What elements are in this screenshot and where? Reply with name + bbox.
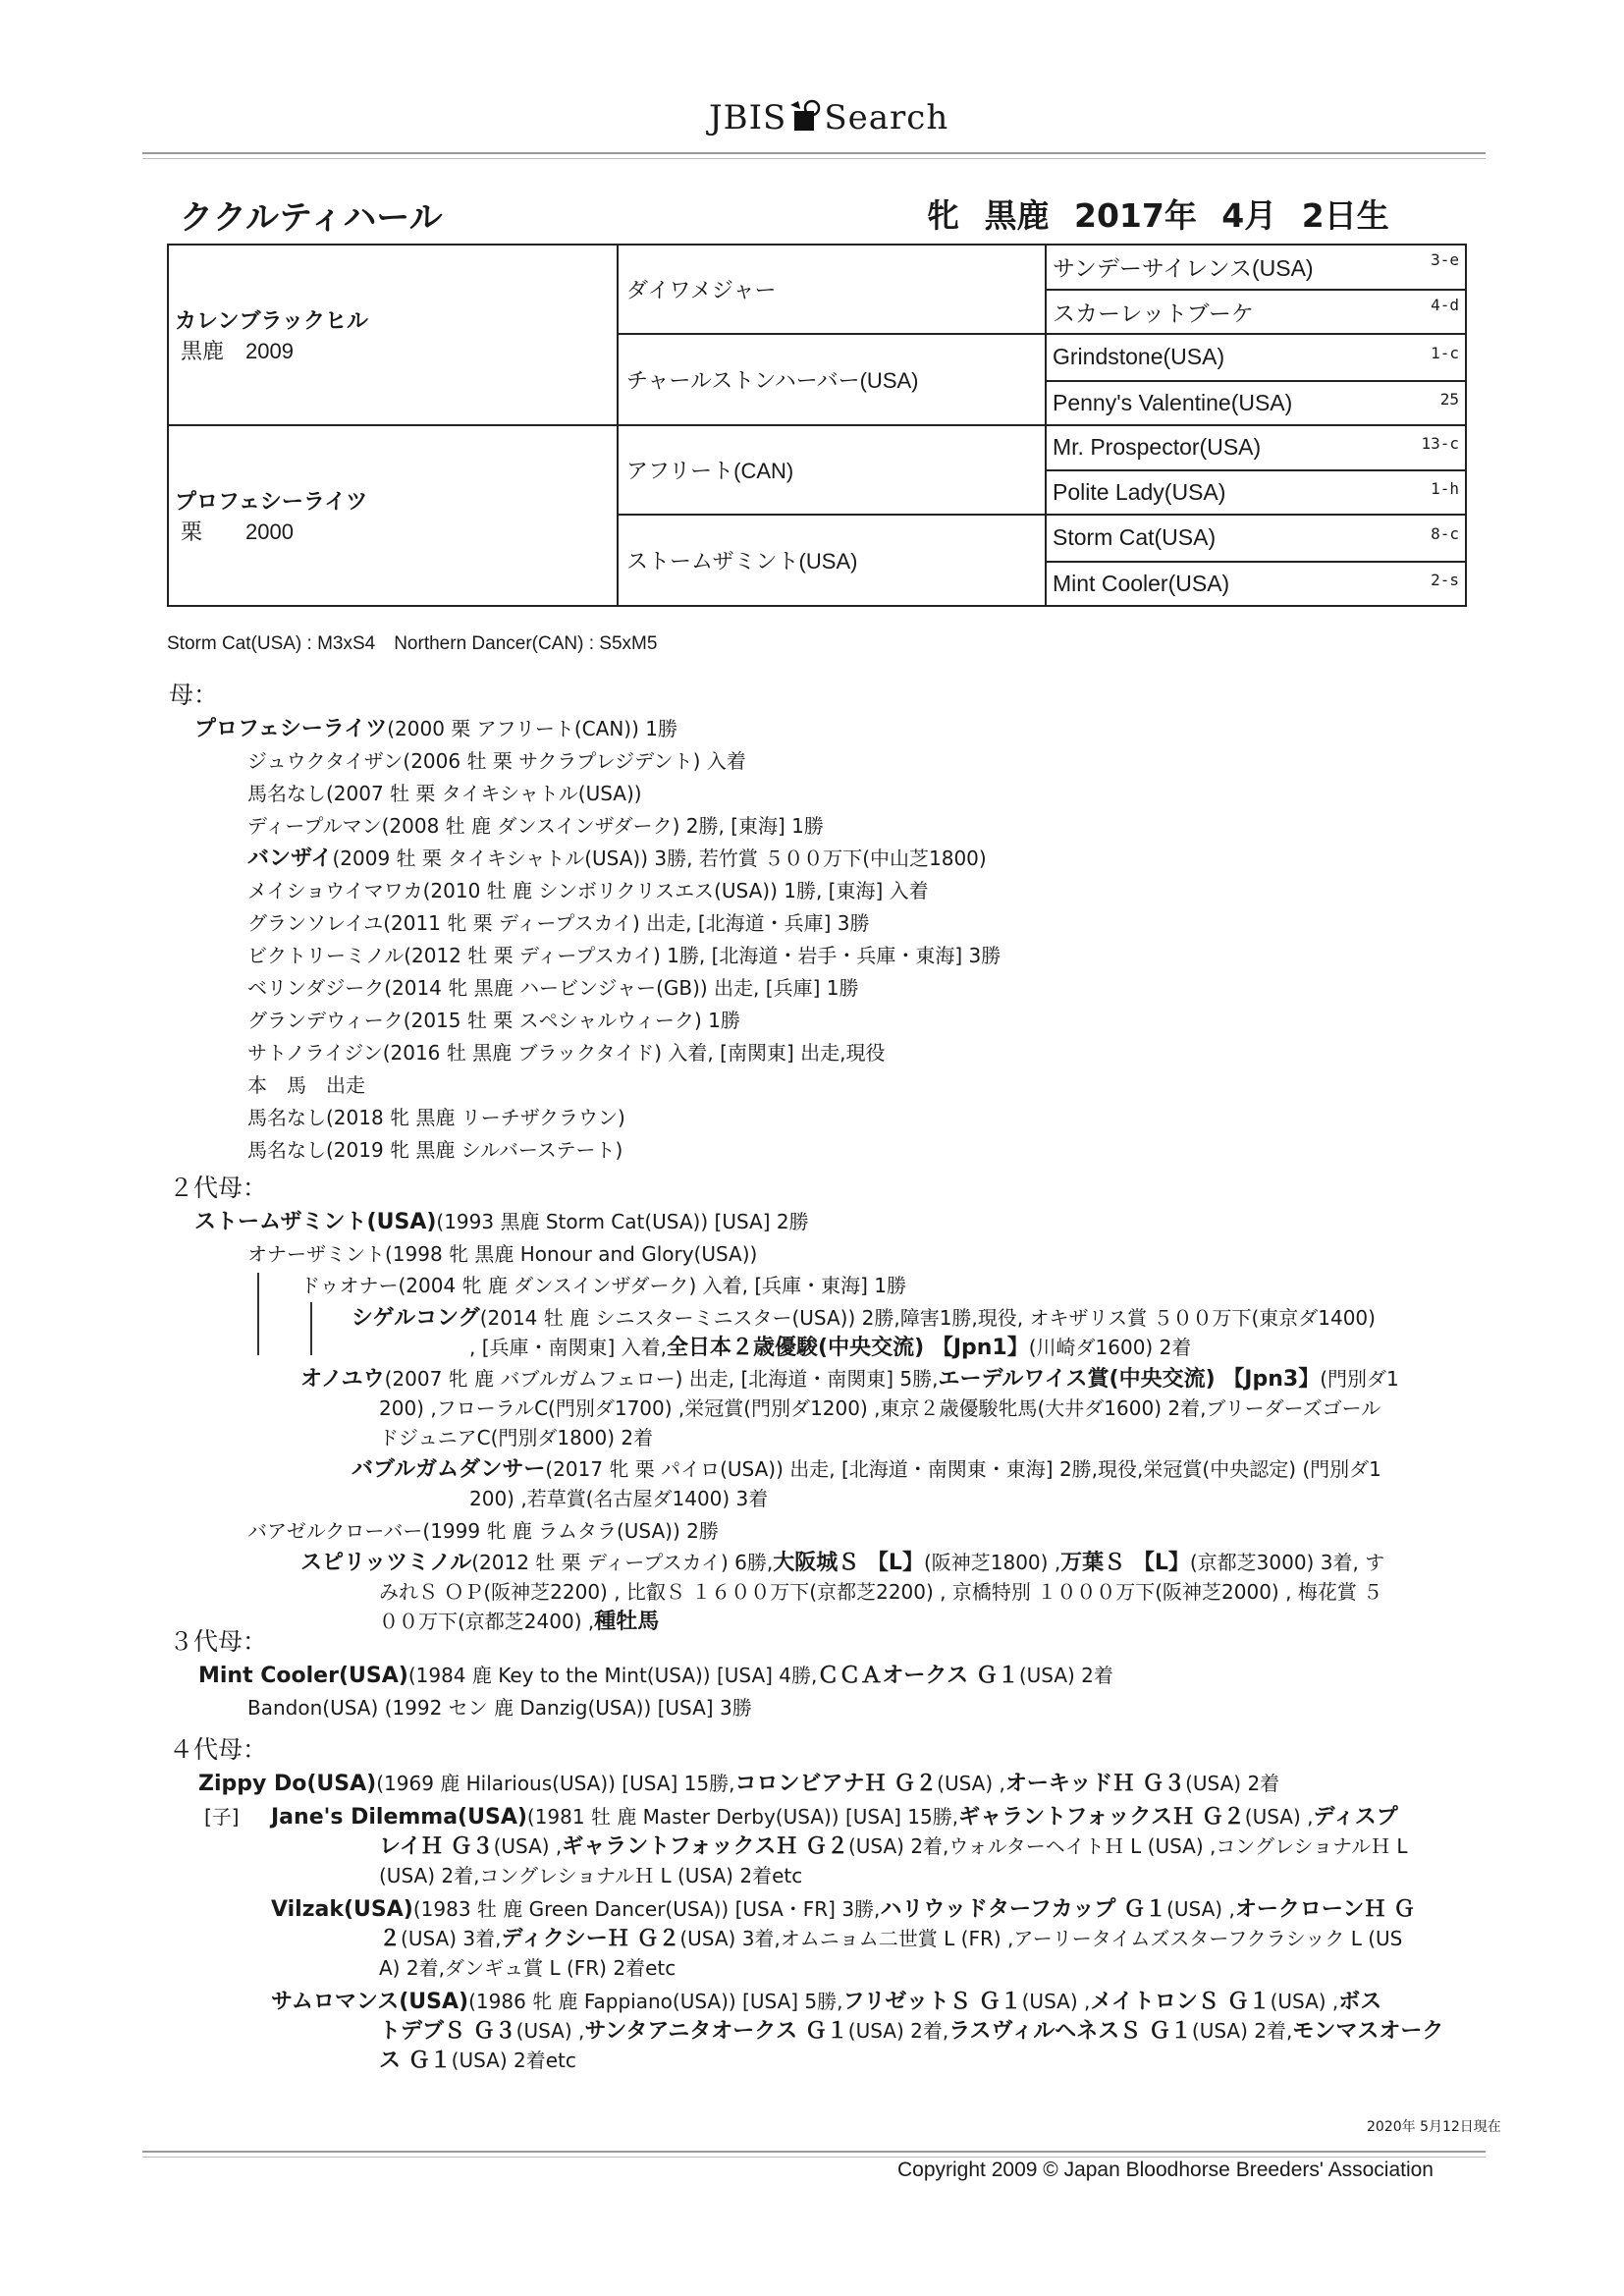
logo-text-left: JBIS <box>709 98 787 137</box>
horse-name-bold: シゲルコング <box>352 1306 480 1331</box>
gen3-cell <box>1046 562 1466 607</box>
horse-info: 牝 黒鹿 2017年 4月 2日生 <box>927 196 1389 235</box>
race-bold: 万葉Ｓ 【L】 <box>1060 1551 1190 1575</box>
text: (USA) 3着,オムニョム二世賞 L (FR) ,アーリータイムズスターフクラシック L (US <box>679 1927 1403 1950</box>
race-bold: 全日本２歳優駿(中央交流) 【Jpn1】 <box>667 1336 1029 1360</box>
text: (USA) , <box>515 2019 585 2043</box>
race-bold: オークローンＨ Ｇ <box>1234 1897 1416 1922</box>
race-bold: ボス <box>1338 1990 1382 2014</box>
as-of-date: 2020年 5月12日現在 <box>1367 2119 1501 2135</box>
gen3-cell <box>1046 381 1466 426</box>
race-bold: モンマスオーク <box>1292 2019 1444 2044</box>
text: (USA) , <box>1244 1805 1314 1829</box>
list-item-cont <box>379 2045 576 2077</box>
list-item <box>247 907 1001 940</box>
list-item <box>247 1037 1001 1069</box>
family-code: 2-s <box>1431 570 1459 589</box>
race-bold: フリゼットＳ Ｇ１ <box>842 1990 1022 2014</box>
list-item <box>247 810 1001 843</box>
race-bold: コロンビアナＨ Ｇ２ <box>734 1772 938 1796</box>
family-code: 13-c <box>1421 434 1459 454</box>
text: (阪神芝1800) , <box>923 1551 1061 1574</box>
gen2-cell: アフリート(CAN) <box>618 425 1046 515</box>
third-dam-heading <box>198 1660 1113 1692</box>
dam-heading-name: プロフェシーライツ <box>194 717 388 741</box>
offspring-detail: ディープルマン(2008 牡 鹿 ダンスインザダーク) 2勝, [東海] 1勝 <box>247 814 824 838</box>
list-item <box>247 1102 1001 1134</box>
list-item: オナーザミント(1998 牝 黒鹿 Honour and Glory(USA)) <box>247 1242 758 1266</box>
gen3-cell <box>1046 515 1466 562</box>
horse-name-bold: オノユウ <box>300 1367 385 1392</box>
gen3-cell <box>1046 334 1466 381</box>
third-dam-name: Mint Cooler(USA) <box>198 1664 408 1688</box>
list-item-cont <box>379 2015 1443 2048</box>
text: (USA) 2着 <box>1185 1772 1280 1795</box>
race-bold: ス Ｇ１ <box>379 2049 452 2073</box>
race-bold: ラスヴィルヘネスＳ Ｇ１ <box>948 2019 1192 2044</box>
offspring-detail: 馬名なし(2018 牝 黒鹿 リーチザクラウン) <box>247 1106 625 1129</box>
offspring-detail: 馬名なし(2007 牡 栗 タイキシャトル(USA)) <box>247 782 642 805</box>
logo-horse-icon <box>786 99 824 133</box>
race-bold: 大阪城Ｓ 【L】 <box>773 1551 924 1575</box>
sire-cell <box>168 245 618 425</box>
race-bold: ディスプ <box>1313 1805 1398 1830</box>
gen2-cell: チャールストンハーバー(USA) <box>618 334 1046 425</box>
offspring-detail: 馬名なし(2019 牝 黒鹿 シルバーステート) <box>247 1138 623 1162</box>
family-code: 8-c <box>1431 524 1459 544</box>
dam-name: プロフェシーライツ <box>175 489 368 514</box>
list-item-cont <box>379 1923 1402 1955</box>
horse-detail: (2007 牝 鹿 バブルガムフェロー) 出走, [北海道・南関東] 5勝, <box>384 1367 939 1391</box>
list-item <box>271 1893 1415 1926</box>
offspring-detail: サトノライジン(2016 牡 黒鹿 ブラックタイド) 入着, [南関東] 出走,現役 <box>247 1041 886 1065</box>
list-item <box>352 1302 1376 1335</box>
gen3-cell <box>1046 425 1466 470</box>
list-item <box>247 1069 1001 1102</box>
tree-line <box>257 1273 259 1355</box>
horse-detail: (2017 牝 栗 パイロ(USA)) 出走, [北海道・南関東・東海] 2勝,現役,栄冠賞(中央認定) (門別ダ1 <box>545 1457 1381 1481</box>
text: (USA) 2着 <box>1018 1664 1113 1687</box>
list-item: Bandon(USA) (1992 セン 鹿 Danzig(USA)) [USA] 3勝 <box>247 1696 752 1720</box>
gen3-name: スカーレットブーケ <box>1053 300 1254 326</box>
text: (1986 牝 鹿 Fappiano(USA)) [USA] 5勝, <box>468 1990 843 2013</box>
section-title-dam: 母： <box>169 681 219 709</box>
text: (USA) , <box>1021 1990 1091 2013</box>
text: (1969 鹿 Hilarious(USA)) [USA] 15勝, <box>376 1772 735 1795</box>
list-item-cont: (USA) 2着,コングレショナルＨ L (USA) 2着etc <box>379 1864 803 1887</box>
gen3-cell <box>1046 470 1466 516</box>
text: (京都芝3000) 3着, す <box>1189 1551 1385 1574</box>
fourth-dam-heading <box>198 1768 1279 1800</box>
offspring-detail: (2009 牡 栗 タイキシャトル(USA)) 3勝, 若竹賞 ５００万下(中山芝1800) <box>332 847 987 870</box>
third-dam-detail: (1984 鹿 Key to the Mint(USA)) [USA] 4勝, <box>407 1664 818 1687</box>
fourth-dam-name: Zippy Do(USA) <box>198 1772 377 1796</box>
gen3-name: Polite Lady(USA) <box>1053 478 1226 505</box>
family-code: 4-d <box>1431 295 1459 314</box>
list-item <box>352 1453 1381 1486</box>
gen3-cell <box>1046 290 1466 335</box>
text: (門別ダ1 <box>1320 1367 1399 1391</box>
dam-detail: 栗 2000 <box>181 519 294 544</box>
section-title-3rd-dam: ３代母： <box>169 1627 268 1656</box>
list-item: ドゥオナー(2004 牝 鹿 ダンスインザダーク) 入着, [兵庫・東海] 1勝 <box>300 1274 907 1297</box>
race-bold: ギャラントフォックスＨ Ｇ２ <box>562 1834 848 1859</box>
inbreeding-note: Storm Cat(USA) : M3xS4 Northern Dancer(CAN) : S5xM5 <box>167 633 658 654</box>
list-item-cont <box>469 1332 1191 1364</box>
tree-line <box>310 1302 312 1355</box>
list-item <box>271 1801 1398 1833</box>
header-rule <box>142 152 1486 154</box>
list-item-cont: ドジュニアC(門別ダ1800) 2着 <box>379 1426 654 1449</box>
horse-name-bold: Jane's Dilemma(USA) <box>271 1805 527 1830</box>
list-item <box>247 745 1001 778</box>
text: (USA) 2着, <box>847 2019 949 2043</box>
offspring-detail: ジュウクタイザン(2006 牡 栗 サクラプレジデント) 入着 <box>247 749 746 773</box>
stallion-label: 種牡馬 <box>594 1610 660 1634</box>
list-item <box>247 1005 1001 1037</box>
family-code: 1-c <box>1431 344 1459 363</box>
list-item-cont <box>379 1606 659 1638</box>
gen2-cell: ダイワメジャー <box>618 245 1046 334</box>
horse-name-bold: Vilzak(USA) <box>271 1897 413 1922</box>
list-item-cont: 200) ,フローラルC(門別ダ1700) ,栄冠賞(門別ダ1200) ,東京２歳優駿牝馬(大井ダ1600) 2着,ブリーダーズゴール <box>379 1396 1381 1420</box>
text: (USA) 3着, <box>401 1927 502 1950</box>
pedigree-table <box>167 244 1467 607</box>
gen3-name: Mint Cooler(USA) <box>1053 570 1230 596</box>
race-bold: レイＨ Ｇ３ <box>379 1834 494 1859</box>
text: (USA) 2着, <box>1191 2019 1293 2043</box>
footer-rule-thin <box>142 2157 1486 2158</box>
text: (1983 牡 鹿 Green Dancer(USA)) [USA・FR] 3勝, <box>412 1897 881 1921</box>
family-code: 1-h <box>1431 478 1459 498</box>
gen3-cell <box>1046 245 1466 290</box>
gen3-name: Grindstone(USA) <box>1053 344 1225 370</box>
offspring-detail: メイショウイマワカ(2010 牡 鹿 シンボリクリスエス(USA)) 1勝, [東海] 入着 <box>247 879 929 902</box>
text: (USA) , <box>1270 1990 1339 2013</box>
list-item <box>247 778 1001 810</box>
dam-heading <box>194 713 677 745</box>
horse-name-bold: サムロマンス(USA) <box>271 1990 469 2014</box>
list-item <box>247 940 1001 972</box>
section-title-2nd-dam: ２代母： <box>169 1174 268 1202</box>
second-dam-name: ストームザミント(USA) <box>194 1210 437 1234</box>
dam-cell <box>168 425 618 606</box>
list-item <box>300 1547 1384 1579</box>
list-item <box>247 875 1001 907</box>
race-bold: ギャラントフォックスＨ Ｇ２ <box>958 1805 1245 1830</box>
horse-name: ククルティハール <box>180 198 443 238</box>
jbis-search-logo <box>709 98 948 137</box>
horse-name-bold: バブルガムダンサー <box>352 1457 546 1482</box>
family-code: 3-e <box>1431 250 1459 270</box>
offspring-detail: ベリンダジーク(2014 牝 黒鹿 ハービンジャー(GB)) 出走, [兵庫] 1勝 <box>247 976 859 1000</box>
text: (USA) , <box>493 1834 563 1858</box>
sire-name: カレンブラックヒル <box>175 308 369 333</box>
list-item <box>271 1986 1381 2018</box>
logo-text-right: Search <box>824 98 949 137</box>
horse-name-bold: バンザイ <box>247 847 333 871</box>
offspring-detail: グランソレイユ(2011 牝 栗 ディープスカイ) 出走, [北海道・兵庫] 3勝 <box>247 911 870 935</box>
dam-heading-detail: (2000 栗 アフリート(CAN)) 1勝 <box>387 717 677 740</box>
list-item-cont: みれＳ ＯＰ(阪神芝2200) , 比叡Ｓ １６００万下(京都芝2200) , 京橋特別 １０００万下(阪神芝2000) , 梅花賞 ５ <box>379 1580 1383 1604</box>
gen3-name: Penny's Valentine(USA) <box>1053 389 1293 415</box>
horse-detail: (2014 牡 鹿 シニスターミニスター(USA)) 2勝,障害1勝,現役, オキザリス賞 ５００万下(東京ダ1400) <box>479 1306 1376 1330</box>
sire-detail: 黒鹿 2009 <box>181 339 294 363</box>
horse-detail: (2012 牡 栗 ディープスカイ) 6勝, <box>471 1551 774 1574</box>
list-item <box>247 843 1001 875</box>
list-item: バアゼルクローバー(1999 牝 鹿 ラムタラ(USA)) 2勝 <box>247 1519 719 1543</box>
dam-offspring-list <box>247 745 1001 1167</box>
children-tag: [子] <box>204 1805 240 1829</box>
family-code: 25 <box>1439 389 1459 409</box>
list-item-cont: 200) ,若草賞(名古屋ダ1400) 3着 <box>469 1487 769 1510</box>
offspring-detail: グランデウィーク(2015 牡 栗 スペシャルウィーク) 1勝 <box>247 1009 740 1032</box>
header-rule-thin <box>142 158 1486 159</box>
list-item-cont: A) 2着,ダンギュ賞 L (FR) 2着etc <box>379 1956 677 1980</box>
text: (1981 牡 鹿 Master Derby(USA)) [USA] 15勝, <box>526 1805 959 1829</box>
text: (USA) 2着etc <box>451 2049 576 2072</box>
race-bold: ＣＣＡオークス Ｇ１ <box>817 1664 1019 1688</box>
footer-rule <box>142 2151 1486 2153</box>
second-dam-heading <box>194 1206 809 1238</box>
list-item <box>247 972 1001 1005</box>
gen3-name: Mr. Prospector(USA) <box>1053 434 1262 461</box>
gen2-cell: ストームザミント(USA) <box>618 515 1046 606</box>
race-bold: ２ <box>379 1927 402 1951</box>
text: (USA) , <box>937 1772 1005 1795</box>
race-bold: サンタアニタオークス Ｇ１ <box>584 2019 848 2044</box>
text: (USA) 2着,ウォルターヘイトＨ L (USA) ,コングレショナルＨ L <box>847 1834 1408 1858</box>
gen3-name: Storm Cat(USA) <box>1053 524 1217 551</box>
race-bold: ディクシーＨ Ｇ２ <box>501 1927 680 1951</box>
list-item <box>247 1134 1001 1167</box>
text: (USA) , <box>1166 1897 1235 1921</box>
gen3-name: サンデーサイレンス(USA) <box>1053 255 1314 282</box>
race-bold: エーデルワイス賞(中央交流) 【Jpn3】 <box>938 1367 1321 1392</box>
race-bold: メイトロンＳ Ｇ１ <box>1090 1990 1271 2014</box>
race-bold: オーキッドＨ Ｇ３ <box>1004 1772 1186 1796</box>
second-dam-detail: (1993 黒鹿 Storm Cat(USA)) [USA] 2勝 <box>436 1210 809 1233</box>
section-title-4th-dam: ４代母： <box>169 1735 268 1764</box>
text: ００万下(京都芝2400) , <box>379 1610 595 1633</box>
copyright: Copyright 2009 © Japan Bloodhorse Breeders' Association <box>897 2159 1434 2181</box>
race-bold: ハリウッドターフカップ Ｇ１ <box>880 1897 1167 1922</box>
race-bold: トデブＳ Ｇ３ <box>379 2019 516 2044</box>
text: (川崎ダ1600) 2着 <box>1028 1336 1192 1359</box>
offspring-detail: 本 馬 出走 <box>247 1073 365 1097</box>
list-item <box>300 1363 1399 1395</box>
offspring-detail: ビクトリーミノル(2012 牡 栗 ディープスカイ) 1勝, [北海道・岩手・兵庫・東海] 3勝 <box>247 944 1001 967</box>
list-item-cont <box>379 1831 1408 1863</box>
horse-name-bold: スピリッツミノル <box>300 1551 472 1575</box>
text: , [兵庫・南関東] 入着, <box>469 1336 668 1359</box>
